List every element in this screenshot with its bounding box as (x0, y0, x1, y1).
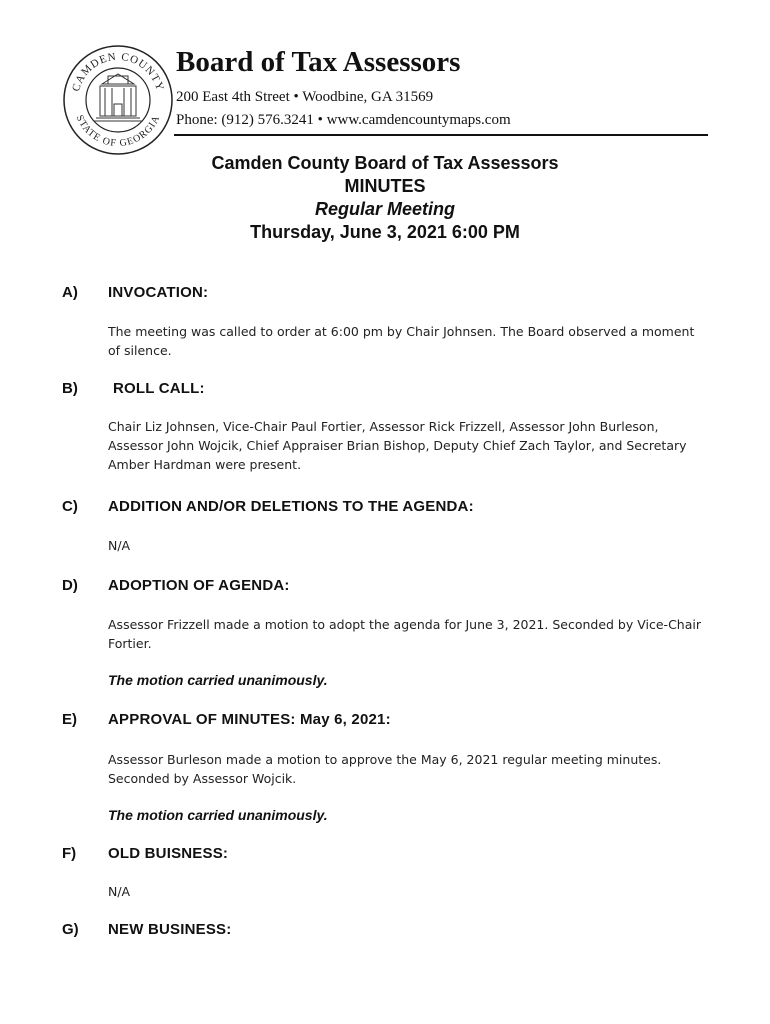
county-seal-logo (62, 44, 174, 156)
section-body-approval-of-minutes: Assessor Burleson made a motion to approve the May 6, 2021 regular meeting minutes. Seconded by Assessor Wojcik. (108, 752, 662, 786)
section-title-new-business: NEW BUSINESS: (108, 921, 232, 938)
section-letter: B) (62, 380, 78, 397)
letterhead-divider (174, 134, 708, 136)
section-letter: G) (62, 921, 79, 938)
section-title-old-business: OLD BUISNESS: (108, 845, 229, 862)
section-title-agenda-changes: ADDITION AND/OR DELETIONS TO THE AGENDA: (108, 498, 474, 515)
section-body-agenda-changes: N/A (108, 538, 131, 553)
letterhead-phone: Phone: (912) 576.3241 • www.camdencountymaps.com (176, 112, 511, 128)
section-title-adoption-of-agenda: ADOPTION OF AGENDA: (108, 577, 290, 594)
section-letter: C) (62, 498, 78, 515)
section-letter: D) (62, 577, 78, 594)
section-title-invocation: INVOCATION: (108, 284, 209, 301)
section-letter: A) (62, 284, 78, 301)
letterhead-title: Board of Tax Assessors (176, 46, 461, 78)
document-heading-date: Thursday, June 3, 2021 6:00 PM (250, 222, 520, 242)
section-body-adoption-of-agenda: Assessor Frizzell made a motion to adopt the agenda for June 3, 2021. Seconded by Vice-Chair Fortier. (108, 617, 701, 651)
motion-result: The motion carried unanimously. (108, 807, 328, 823)
svg-text:CAMDEN COUNTY: CAMDEN COUNTY (70, 50, 167, 93)
document-heading-minutes: MINUTES (344, 176, 426, 196)
section-body-old-business: N/A (108, 884, 131, 899)
section-letter: E) (62, 711, 77, 728)
section-title-approval-of-minutes: APPROVAL OF MINUTES: May 6, 2021: (108, 711, 391, 728)
motion-result: The motion carried unanimously. (108, 672, 328, 688)
section-body-roll-call: Chair Liz Johnsen, Vice-Chair Paul Fortier, Assessor Rick Frizzell, Assessor John Burleson, Assessor John Wojcik, Chief Appraiser Brian Bishop, Deputy Chief Zach Taylor, and Secretary Amber Hardman were present. (108, 419, 687, 472)
section-letter: F) (62, 845, 77, 862)
document-heading-meeting-type: Regular Meeting (314, 199, 456, 219)
section-title-roll-call: ROLL CALL: (113, 380, 205, 397)
letterhead-address: 200 East 4th Street • Woodbine, GA 31569 (176, 89, 434, 105)
svg-text:STATE OF GEORGIA: STATE OF GEORGIA (73, 113, 163, 150)
document-heading-org: Camden County Board of Tax Assessors (211, 153, 559, 173)
section-body-invocation: The meeting was called to order at 6:00 pm by Chair Johnsen. The Board observed a moment of silence. (108, 324, 695, 358)
